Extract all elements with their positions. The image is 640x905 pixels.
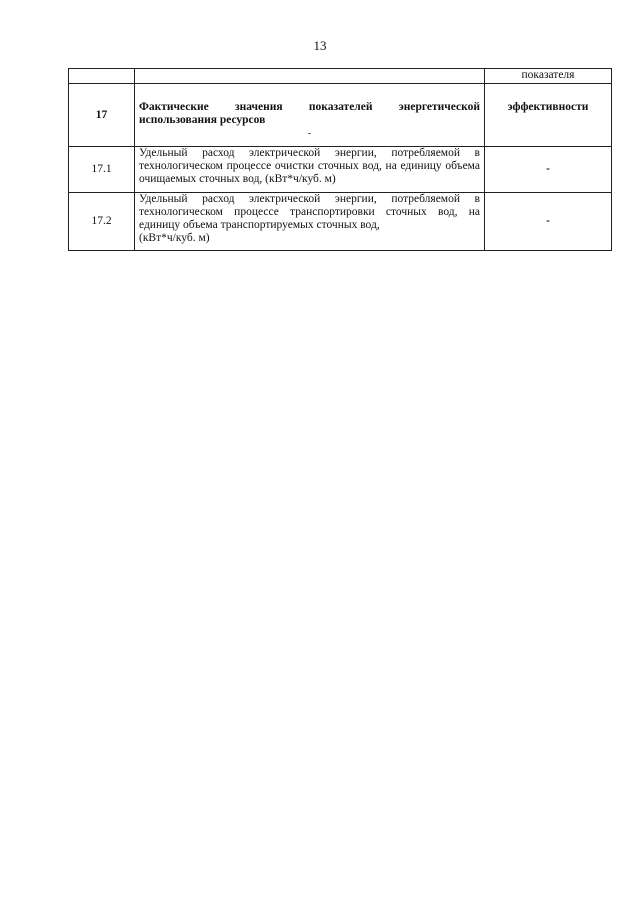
header-cell-indicator: показателя	[485, 69, 612, 84]
row-number: 17.2	[69, 193, 135, 251]
table-row	[69, 84, 612, 147]
page-number: 13	[313, 38, 327, 53]
header-cell-empty-num	[69, 69, 135, 84]
row-description-mark: -	[308, 128, 311, 138]
indicators-table	[68, 68, 612, 251]
row-number: 17.1	[69, 147, 135, 193]
row-description	[135, 193, 485, 251]
row-description	[135, 84, 485, 147]
row-value: -	[485, 193, 612, 251]
row-description-text: Фактические значения показателей энергетической использования ресурсов	[139, 101, 480, 126]
header-cell-empty-desc	[135, 69, 485, 84]
row-value: эффективности	[485, 84, 612, 147]
row-number: 17	[69, 84, 135, 147]
row-description-text: Удельный расход электрической энергии, потребляемой в технологическом процессе транспортировки сточных вод, на единицу объема транспортируемых сточных вод,	[139, 193, 480, 231]
row-value: -	[485, 147, 612, 193]
table-row	[69, 147, 612, 193]
table-row	[69, 193, 612, 251]
row-description-unit: (кВт*ч/куб. м)	[139, 232, 210, 244]
table-header-row	[69, 69, 612, 84]
row-description: Удельный расход электрической энергии, потребляемой в технологическом процессе очистки сточных вод, на единицу объема очищаемых сточных вод, (кВт*ч/куб. м)	[135, 147, 485, 193]
